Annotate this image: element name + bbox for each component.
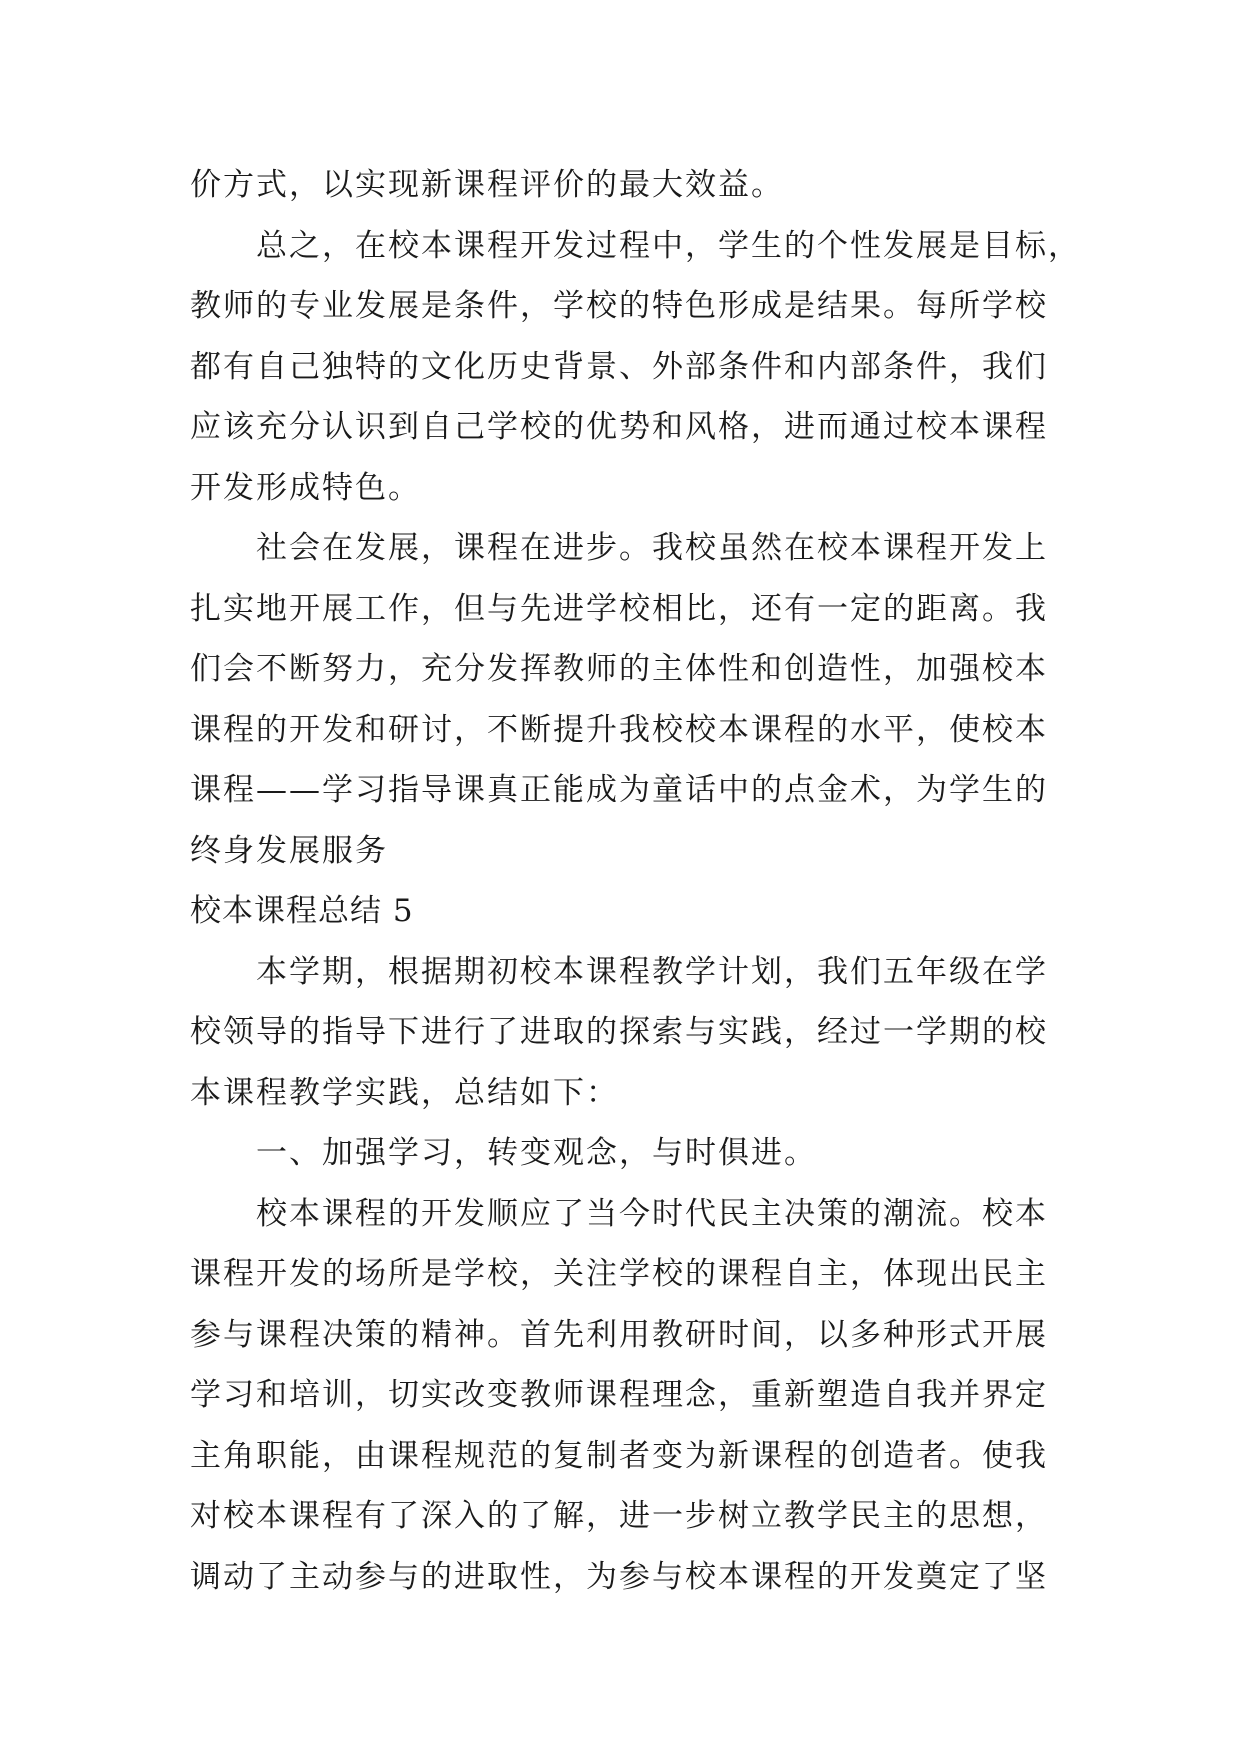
- paragraph-line: 课程开发的场所是学校，关注学校的课程自主，体现出民主: [190, 1256, 1048, 1292]
- section-heading: 校本课程总结 5: [190, 893, 414, 929]
- paragraph-line: 总之，在校本课程开发过程中，学生的个性发展是目标，: [256, 227, 1081, 264]
- paragraph-line: 校本课程的开发顺应了当今时代民主决策的潮流。校本: [256, 1195, 1048, 1232]
- paragraph-line: 开发形成特色。: [190, 469, 421, 506]
- paragraph-line: 终身发展服务: [190, 832, 388, 869]
- paragraph-line: 们会不断努力，充分发挥教师的主体性和创造性，加强校本: [190, 651, 1048, 687]
- paragraph-line: 课程——学习指导课真正能成为童话中的点金术，为学生的: [190, 772, 1048, 808]
- paragraph-line: 扎实地开展工作，但与先进学校相比，还有一定的距离。我: [190, 590, 1048, 627]
- paragraph-line: 主角职能，由课程规范的复制者变为新课程的创造者。使我: [190, 1437, 1048, 1474]
- paragraph-line: 价方式，以实现新课程评价的最大效益。: [190, 167, 784, 203]
- paragraph-line: 一、加强学习，转变观念，与时俱进。: [256, 1135, 817, 1171]
- paragraph-line: 课程的开发和研讨，不断提升我校校本课程的水平，使校本: [190, 711, 1048, 748]
- paragraph-line: 本学期，根据期初校本课程教学计划，我们五年级在学: [256, 953, 1048, 990]
- document-body: [190, 155, 1081, 1607]
- paragraph-line: 校领导的指导下进行了进取的探索与实践，经过一学期的校: [190, 1014, 1048, 1050]
- paragraph-line: 都有自己独特的文化历史背景、外部条件和内部条件，我们: [190, 348, 1048, 385]
- paragraph-line: 应该充分认识到自己学校的优势和风格，进而通过校本课程: [190, 409, 1048, 445]
- paragraph-line: 参与课程决策的精神。首先利用教研时间，以多种形式开展: [190, 1316, 1048, 1353]
- paragraph-line: 社会在发展，课程在进步。我校虽然在校本课程开发上: [256, 530, 1048, 566]
- paragraph-line: 调动了主动参与的进取性，为参与校本课程的开发奠定了坚: [190, 1558, 1048, 1595]
- paragraph-line: 对校本课程有了深入的了解，进一步树立教学民主的思想，: [190, 1498, 1048, 1534]
- paragraph-line: 教师的专业发展是条件，学校的特色形成是结果。每所学校: [190, 288, 1048, 324]
- paragraph-line: 学习和培训，切实改变教师课程理念，重新塑造自我并界定: [190, 1377, 1048, 1413]
- paragraph-line: 本课程教学实践，总结如下：: [190, 1074, 619, 1111]
